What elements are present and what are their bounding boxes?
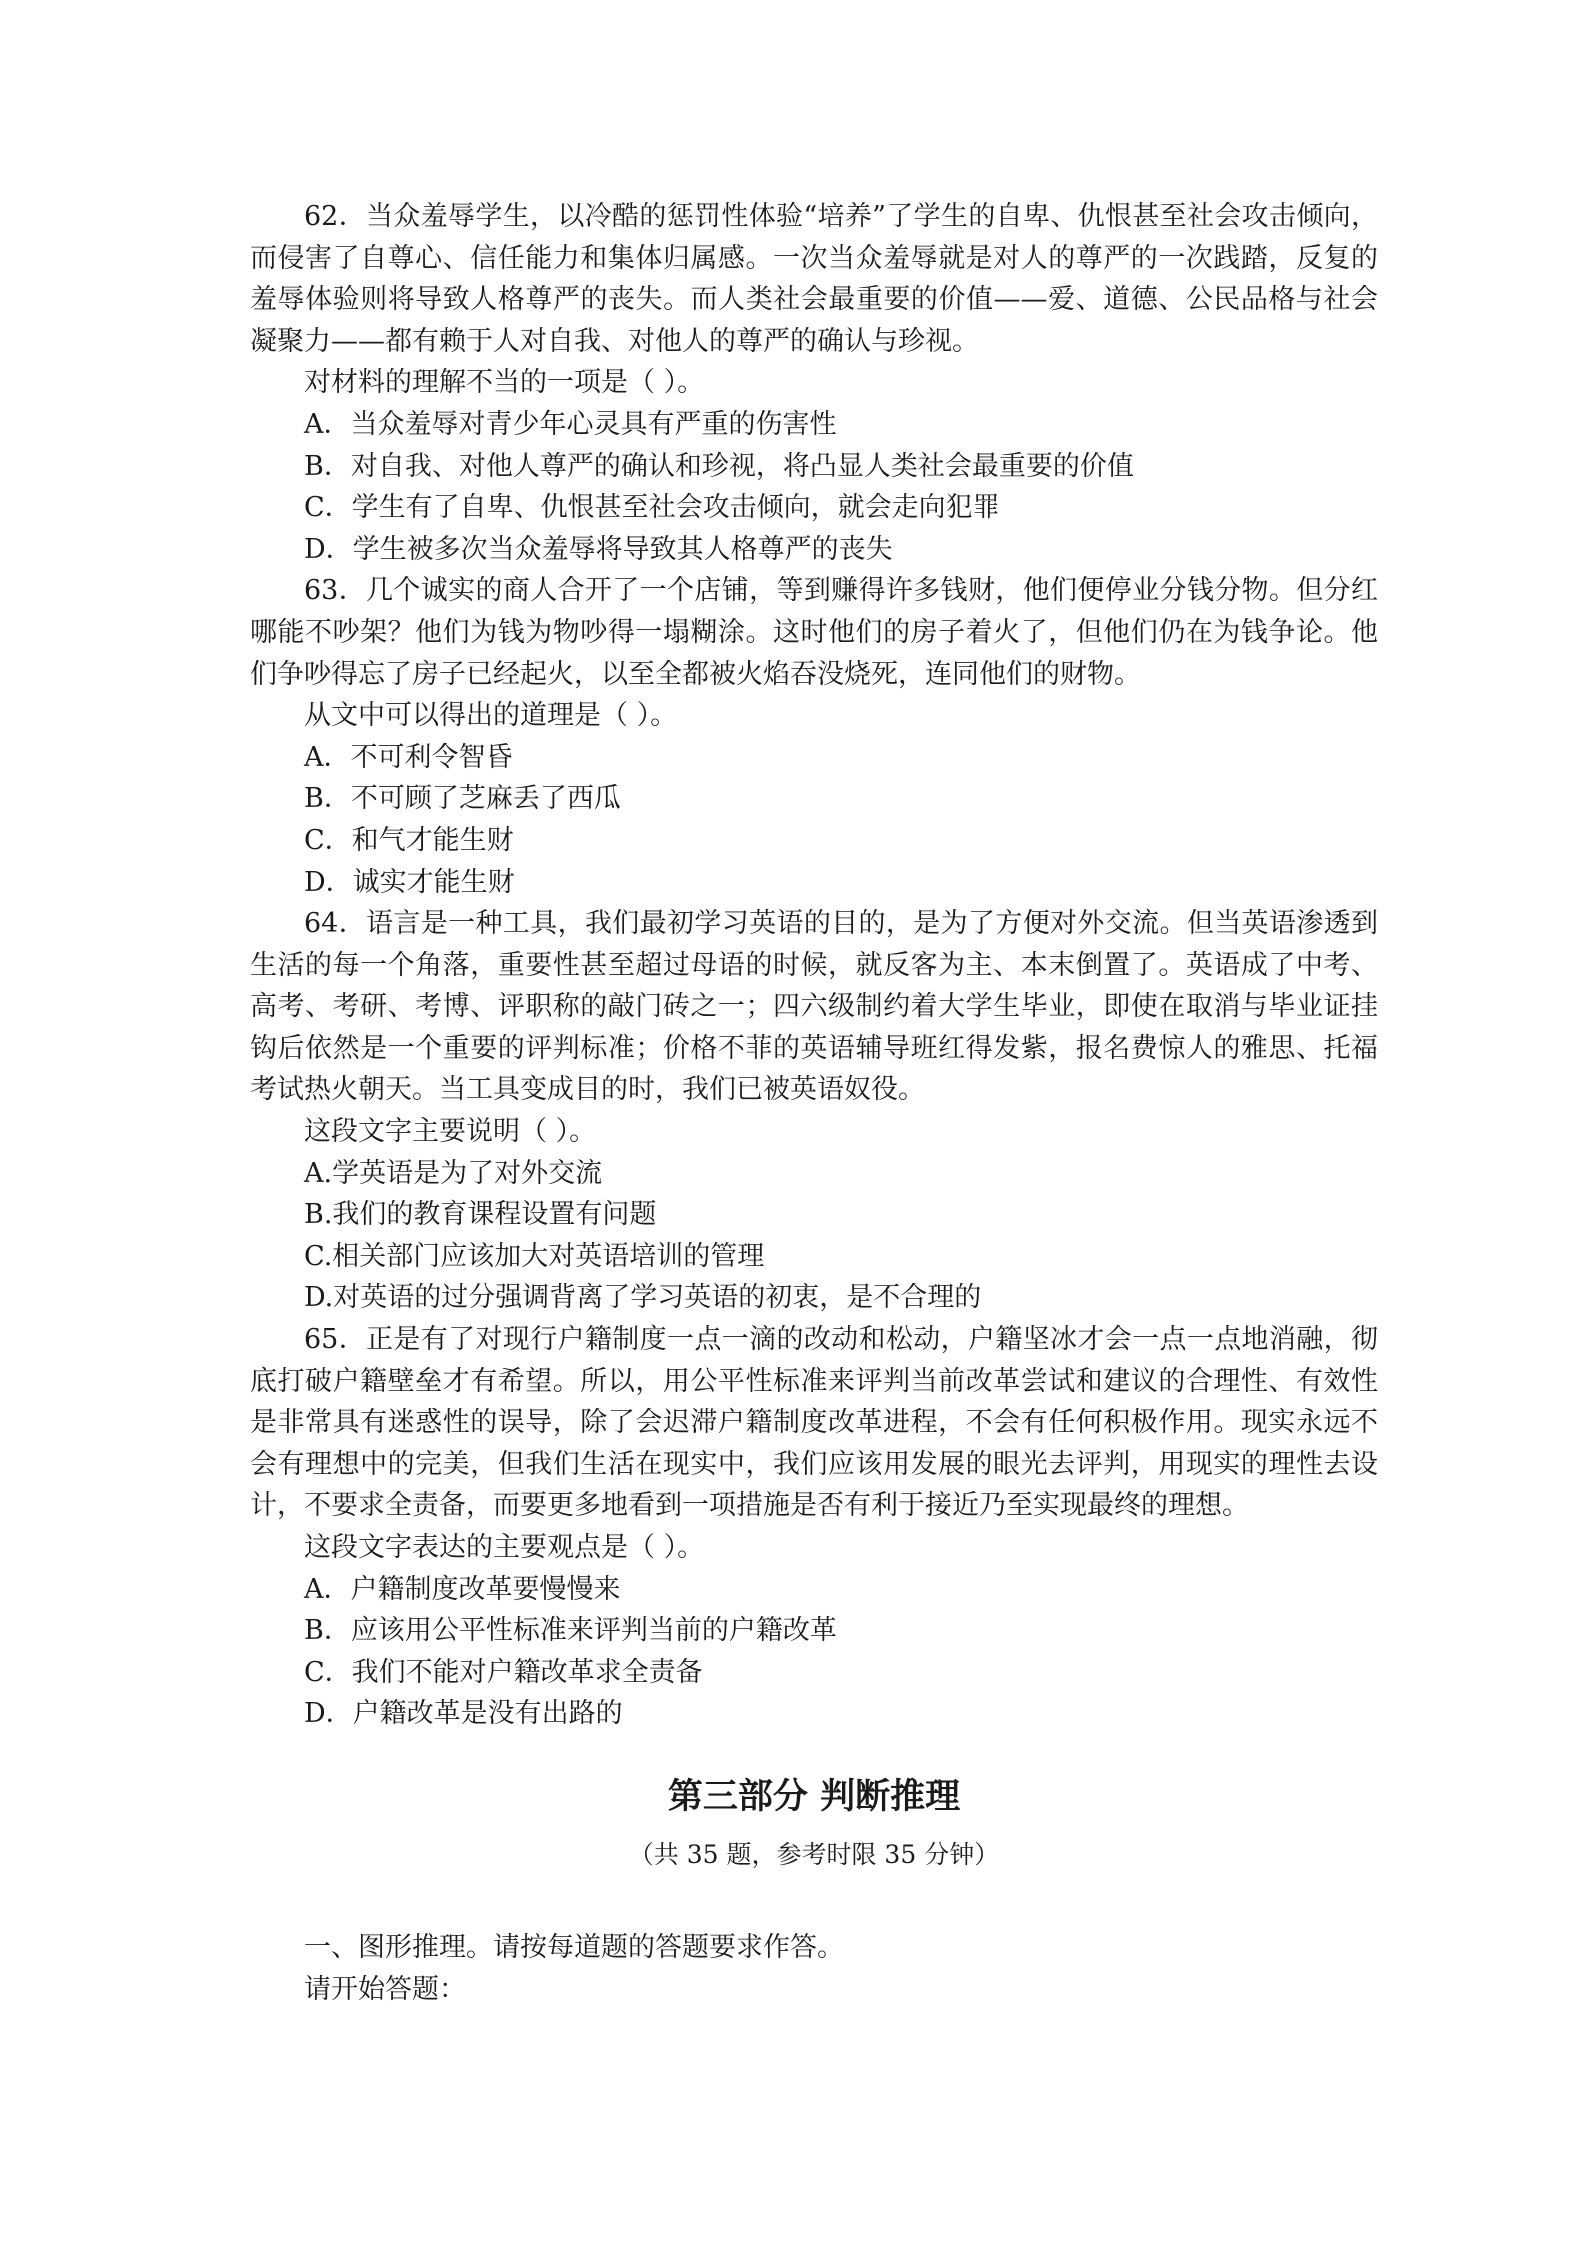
question-prompt: 从文中可以得出的道理是（ ）。 [304,700,678,732]
option-b: B．对自我、对他人尊严的确认和珍视，将凸显人类社会最重要的价值 [304,450,1134,482]
question-62 [250,196,1378,570]
option-c: C．学生有了自卑、仇恨甚至社会攻击倾向，就会走向犯罪 [304,492,1000,524]
instruction-start: 请开始答题： [304,1973,466,2005]
option-a: A．户籍制度改革要慢慢来 [304,1573,621,1605]
option-a: A．不可利令智昏 [304,741,513,773]
option-d: D．诚实才能生财 [304,866,515,898]
option-c: C.相关部门应该加大对英语培训的管理 [304,1240,765,1272]
section-subtitle: （共 35 题，参考时限 35 分钟） [628,1839,1000,1869]
option-a: A.学英语是为了对外交流 [304,1157,603,1189]
question-stem: 62．当众羞辱学生，以冷酷的惩罚性体验“培养”了学生的自卑、仇恨甚至社会攻击倾向，而侵害了自尊心、信任能力和集体归属感。一次当众羞辱就是对人的尊严的一次践踏，反复的羞辱体验则将导致人格尊严的丧失。而人类社会最重要的价值——爱、道德、公民品格与社会凝聚力——都有赖于人对自我、对他人的尊严的确认与珍视。 [250,201,1378,357]
question-64 [250,903,1378,1319]
document-page [250,196,1378,2010]
option-d: D.对英语的过分强调背离了学习英语的初衷，是不合理的 [304,1282,982,1314]
question-65 [250,1319,1378,1735]
option-d: D．户籍改革是没有出路的 [304,1698,623,1730]
spacer [250,1875,1378,1927]
question-prompt: 这段文字表达的主要观点是（ ）。 [304,1532,705,1563]
option-d: D．学生被多次当众羞辱将导致其人格尊严的丧失 [304,533,893,565]
question-prompt: 对材料的理解不当的一项是（ ）。 [304,367,705,399]
question-stem: 65．正是有了对现行户籍制度一点一滴的改动和松动，户籍坚冰才会一点一点地消融，彻底打破户籍壁垒才有希望。所以，用公平性标准来评判当前改革尝试和建议的合理性、有效性是非常具有迷惑性的误导，除了会迟滞户籍制度改革进程，不会有任何积极作用。现实永远不会有理想中的完美，但我们生活在现实中，我们应该用发展的眼光去评判，用现实的理性去设计，不要求全责备，而要更多地看到一项措施是否有利于接近乃至实现最终的理想。 [250,1324,1378,1522]
question-stem: 64．语言是一种工具，我们最初学习英语的目的，是为了方便对外交流。但当英语渗透到生活的每一个角落，重要性甚至超过母语的时候，就反客为主、本末倒置了。英语成了中考、高考、考研、考博、评职称的敲门砖之一；四六级制约着大学生毕业，即使在取消与毕业证挂钩后依然是一个重要的评判标准；价格不菲的英语辅导班红得发紫，报名费惊人的雅思、托福考试热火朝天。当工具变成目的时，我们已被英语奴役。 [250,908,1378,1106]
option-c: C．我们不能对户籍改革求全责备 [304,1656,703,1688]
option-b: B．应该用公平性标准来评判当前的户籍改革 [304,1615,837,1647]
instruction-line: 一、图形推理。请按每道题的答题要求作答。 [304,1931,844,1963]
question-63 [250,570,1378,903]
option-a: A．当众羞辱对青少年心灵具有严重的伤害性 [304,408,837,440]
section-title: 第三部分 判断推理 [667,1775,961,1817]
option-b: B.我们的教育课程设置有问题 [304,1199,657,1231]
question-prompt: 这段文字主要说明（ ）。 [304,1116,597,1148]
question-stem: 63．几个诚实的商人合开了一个店铺，等到赚得许多钱财，他们便停业分钱分物。但分红哪能不吵架？他们为钱为物吵得一塌糊涂。这时他们的房子着火了，但他们仍在为钱争论。他们争吵得忘了房子已经起火，以至全都被火焰吞没烧死，连同他们的财物。 [250,575,1378,690]
option-c: C．和气才能生财 [304,824,514,856]
option-b: B．不可顾了芝麻丢了西瓜 [304,783,621,815]
